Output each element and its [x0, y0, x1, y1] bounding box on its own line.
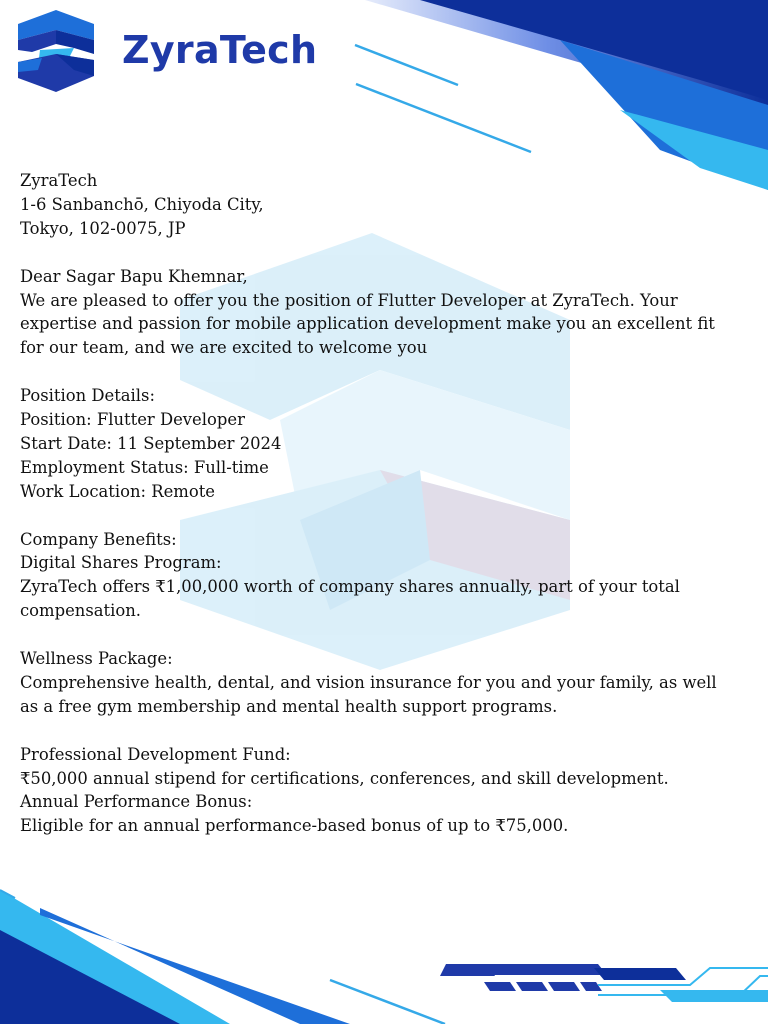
development-fund-heading: Professional Development Fund: [20, 744, 291, 764]
wellness-text: Comprehensive health, dental, and vision insurance for you and your family, as well [20, 672, 717, 692]
shares-heading: Digital Shares Program: [20, 553, 222, 573]
wellness-heading: Wellness Package: [20, 649, 173, 669]
position-details-block [20, 384, 750, 504]
intro-line: We are pleased to offer you the position of Flutter Developer at ZyraTech. Your [20, 290, 678, 310]
development-fund-text: ₹50,000 annual stipend for certifications, conferences, and skill development. [20, 768, 669, 788]
wellness-block [20, 647, 750, 719]
position-details-heading: Position Details: [20, 386, 155, 406]
address-block [20, 169, 750, 241]
wellness-text: as a free gym membership and mental health support programs. [20, 696, 558, 716]
work-location-line: Work Location: Remote [20, 481, 216, 501]
development-block [20, 743, 750, 839]
benefits-block [20, 528, 750, 624]
position-line: Position: Flutter Developer [20, 410, 245, 430]
intro-block [20, 265, 750, 361]
address-line: 1-6 Sanbanchō, Chiyoda City, [20, 194, 264, 214]
shares-text: ZyraTech offers ₹1,00,000 worth of company shares annually, part of your total [20, 577, 680, 597]
employment-status-line: Employment Status: Full-time [20, 457, 269, 477]
zyratech-logo-icon [18, 10, 94, 92]
bonus-heading: Annual Performance Bonus: [20, 792, 253, 812]
brand-name: ZyraTech [122, 28, 318, 72]
salutation: Dear Sagar Bapu Khemnar, [20, 266, 248, 286]
bonus-text: Eligible for an annual performance-based bonus of up to ₹75,000. [20, 816, 569, 836]
address-line: ZyraTech [20, 171, 98, 190]
shares-text: compensation. [20, 601, 141, 621]
letter-body [20, 169, 750, 862]
intro-line: expertise and passion for mobile application development make you an excellent fit [20, 314, 715, 334]
benefits-heading: Company Benefits: [20, 529, 177, 549]
address-line: Tokyo, 102-0075, JP [20, 218, 186, 238]
start-date-line: Start Date: 11 September 2024 [20, 433, 282, 453]
intro-line: for our team, and we are excited to welcome you [20, 338, 428, 358]
